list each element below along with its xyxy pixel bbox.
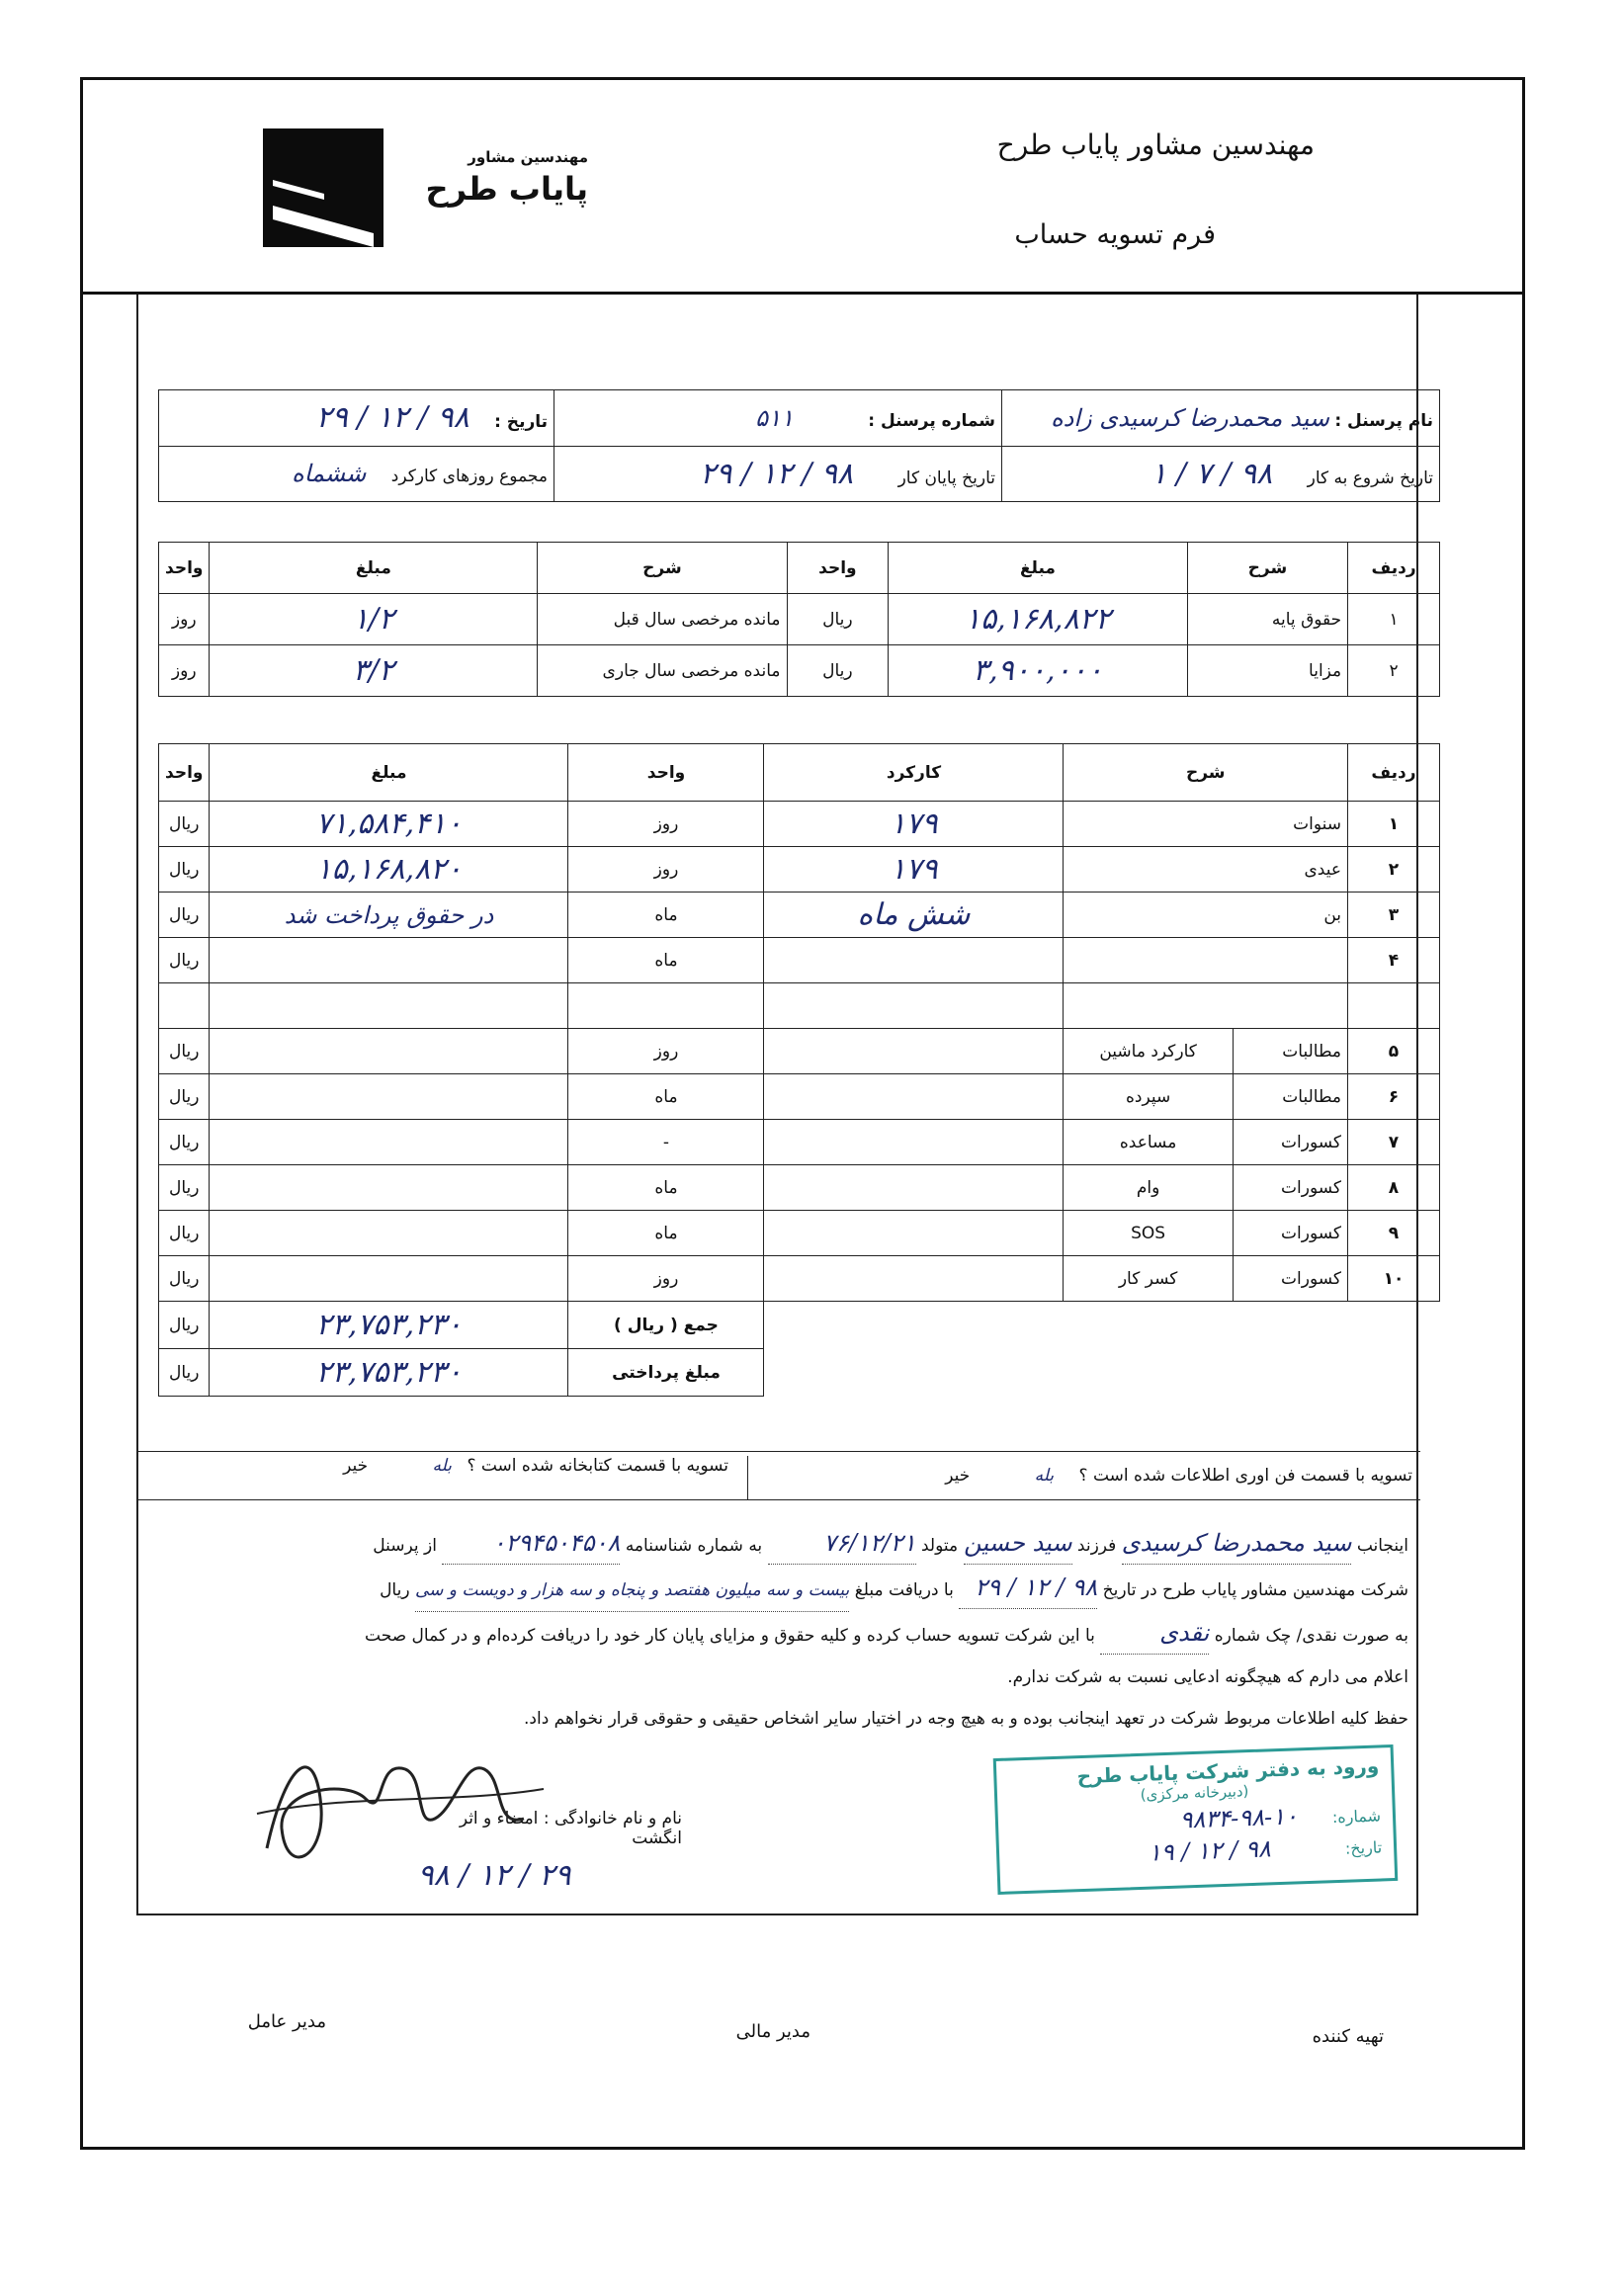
row-cur: ریال	[159, 1029, 210, 1074]
row-sub: سپرده	[1064, 1074, 1233, 1120]
row-work: ۱۷۹	[764, 802, 1064, 847]
table-row	[159, 1256, 1440, 1302]
row-unit2: روز	[159, 645, 210, 697]
it-yes: بله	[1034, 1466, 1055, 1486]
company-title: مهندسین مشاور پایاب طرح	[996, 128, 1315, 161]
settlement-table	[158, 743, 1440, 1397]
row-amount	[210, 1211, 568, 1256]
row-amount: ۷۱,۵۸۴,۴۱۰	[210, 802, 568, 847]
finance-manager-label: مدیر مالی	[735, 2021, 810, 2042]
decl-text: از پرسنل	[373, 1536, 437, 1556]
row-unit: ماه	[568, 1211, 764, 1256]
row-amount: ۱۵,۱۶۸,۸۲۰	[210, 847, 568, 893]
days-value: ششماه	[292, 460, 367, 488]
start-cell	[1002, 446, 1440, 502]
signature-date: ۹۸ / ۱۲ / ۲۹	[417, 1858, 571, 1893]
row-amount2: ۳/۲	[210, 645, 538, 697]
decl-name: سید محمدرضا کرسیدی	[1122, 1522, 1352, 1565]
row-work	[764, 1029, 1064, 1074]
row-idx: ۶	[1348, 1074, 1440, 1120]
row-desc	[1064, 983, 1348, 1029]
row-desc: بن	[1064, 893, 1348, 938]
decl-text: فرزند	[1076, 1536, 1117, 1556]
row-idx: ۴	[1348, 938, 1440, 983]
row-desc: کسورات	[1233, 1120, 1347, 1165]
ceo-label: مدیر عامل	[247, 2011, 326, 2032]
row-unit: ماه	[568, 938, 764, 983]
row-index: ۱	[1348, 594, 1440, 645]
row-desc: کسورات	[1233, 1165, 1347, 1211]
decl-check: نقدی	[1100, 1612, 1209, 1655]
col-work: کارکرد	[764, 744, 1064, 802]
row-work: شش ماه	[764, 893, 1064, 938]
col-cur: واحد	[159, 744, 210, 802]
clearance-row	[138, 1451, 1420, 1500]
days-cell	[159, 446, 554, 502]
row-amount	[210, 1256, 568, 1302]
row-desc2: مانده مرخصی سال جاری	[538, 645, 787, 697]
table-row	[159, 1074, 1440, 1120]
col-amount2: مبلغ	[210, 543, 538, 594]
row-unit: روز	[568, 1029, 764, 1074]
row-idx: ۷	[1348, 1120, 1440, 1165]
table-row	[159, 847, 1440, 893]
row-desc: مطالبات	[1233, 1029, 1347, 1074]
row-sub: وام	[1064, 1165, 1233, 1211]
col-row: ردیف	[1348, 744, 1440, 802]
table-row	[159, 938, 1440, 983]
logo-icon	[263, 128, 383, 247]
row-amount	[210, 938, 568, 983]
table-row	[159, 1029, 1440, 1074]
row-desc: سنوات	[1064, 802, 1348, 847]
row-unit: -	[568, 1120, 764, 1165]
declaration-line-3	[148, 1612, 1408, 1657]
row-unit	[568, 983, 764, 1029]
table-row	[159, 645, 1440, 697]
row-cur: ریال	[159, 1074, 210, 1120]
row-amount	[210, 1165, 568, 1211]
date-cell	[159, 390, 554, 447]
row-amount	[210, 1029, 568, 1074]
row-idx: ۸	[1348, 1165, 1440, 1211]
col-unit: واحد	[787, 543, 889, 594]
salary-table	[158, 542, 1440, 697]
row-cur: ریال	[159, 1120, 210, 1165]
row-work	[764, 1165, 1064, 1211]
row-unit: ریال	[787, 594, 889, 645]
row-amount2: ۱/۲	[210, 594, 538, 645]
table-row	[159, 1211, 1440, 1256]
preparer-label: تهیه کننده	[1312, 2026, 1384, 2047]
personnel-cell	[554, 390, 1002, 447]
row-sub: کسر کار	[1064, 1256, 1233, 1302]
signature-label: نام و نام خانوادگی : امضاء و اثر انگشت	[459, 1809, 682, 1848]
row-unit: روز	[568, 802, 764, 847]
decl-amount: بیست و سه میلیون هفتصد و پنجاه و سه هزار و دویست و سی	[415, 1570, 849, 1612]
paid-row	[159, 1349, 1440, 1397]
stamp-date-label: تاریخ:	[1344, 1837, 1383, 1858]
salary-table-header	[159, 543, 1440, 594]
info-table	[158, 389, 1440, 502]
row-amount: ۳,۹۰۰,۰۰۰	[889, 645, 1187, 697]
paid-value: ۲۳,۷۵۳,۲۳۰	[210, 1349, 568, 1397]
row-desc: کسورات	[1233, 1211, 1347, 1256]
sum-currency: ریال	[159, 1302, 210, 1349]
stamp-number-value: ۱۰-۹۸-۹۸۳۴	[1179, 1802, 1299, 1834]
row-amount: ۱۵,۱۶۸,۸۲۲	[889, 594, 1187, 645]
it-question: تسویه با قسمت فن اوری اطلاعات شده است ؟	[1078, 1466, 1412, 1486]
decl-text: اینجانب	[1356, 1536, 1408, 1556]
row-cur: ریال	[159, 1165, 210, 1211]
stamp-subtitle: (دبیرخانه مرکزی)	[1140, 1782, 1249, 1804]
days-label: مجموع روزهای کارکرد	[390, 467, 548, 487]
settlement-table-header	[159, 744, 1440, 802]
end-cell	[554, 446, 1002, 502]
personnel-label: شماره پرسنل :	[868, 410, 995, 431]
row-desc: مزایا	[1187, 645, 1348, 697]
col-amount: مبلغ	[210, 744, 568, 802]
row-desc: کسورات	[1233, 1256, 1347, 1302]
row-amount: در حقوق پرداخت شد	[210, 893, 568, 938]
col-row: ردیف	[1348, 543, 1440, 594]
declaration-line-5: حفظ کلیه اطلاعات مربوط شرکت در تعهد اینجانب بوده و به هیچ وجه در اختیار سایر اشخاص حقیقی و حقوقی قرار نخواهم داد.	[524, 1709, 1408, 1729]
row-idx: ۵	[1348, 1029, 1440, 1074]
row-work	[764, 1256, 1064, 1302]
row-cur: ریال	[159, 938, 210, 983]
sum-value: ۲۳,۷۵۳,۲۳۰	[210, 1302, 568, 1349]
row-cur: ریال	[159, 893, 210, 938]
col-amount: مبلغ	[889, 543, 1187, 594]
decl-id: ۰۲۹۴۵۰۴۵۰۸	[442, 1522, 620, 1565]
start-value: ۹۸ / ۷ / ۱	[1150, 456, 1273, 491]
table-row	[159, 893, 1440, 938]
row-cur: ریال	[159, 1211, 210, 1256]
table-row	[159, 1165, 1440, 1211]
end-value: ۹۸ / ۱۲ / ۲۹	[700, 456, 854, 491]
form-title: فرم تسویه حساب	[1014, 219, 1216, 250]
it-no: خیر	[945, 1466, 971, 1486]
row-desc: حقوق پایه	[1187, 594, 1348, 645]
stamp-title: ورود به دفتر شرکت پایاب طرح	[1076, 1753, 1380, 1789]
row-work	[764, 1074, 1064, 1120]
personnel-value: ۵۱۱	[755, 403, 794, 432]
date-value: ۹۸ / ۱۲ / ۲۹	[315, 400, 469, 436]
paid-currency: ریال	[159, 1349, 210, 1397]
logo-subtitle: مهندسین مشاور	[468, 148, 588, 166]
row-work	[764, 1211, 1064, 1256]
row-sub: SOS	[1064, 1211, 1233, 1256]
row-idx: ۱	[1348, 802, 1440, 847]
row-work: ۱۷۹	[764, 847, 1064, 893]
col-unit: واحد	[568, 744, 764, 802]
row-desc: مطالبات	[1233, 1074, 1347, 1120]
start-label: تاریخ شروع به کار	[1307, 468, 1433, 488]
col-desc: شرح	[1187, 543, 1348, 594]
decl-text: متولد	[920, 1536, 959, 1556]
decl-father: سید حسین	[964, 1522, 1072, 1565]
row-idx	[1348, 983, 1440, 1029]
registry-stamp	[993, 1744, 1399, 1895]
lib-clearance	[343, 1456, 728, 1476]
row-idx: ۳	[1348, 893, 1440, 938]
declaration-line-2	[148, 1567, 1408, 1612]
paid-label: مبلغ پرداختی	[568, 1349, 764, 1397]
name-label: نام پرسنل :	[1334, 410, 1433, 431]
decl-text: با این شرکت تسویه حساب کرده و کلیه حقوق و مزایای پایان کار خود را دریافت کرده‌ام و در کمال صحت	[365, 1626, 1095, 1646]
lib-no: خیر	[343, 1456, 369, 1476]
row-desc	[1064, 938, 1348, 983]
row-unit: ماه	[568, 1074, 764, 1120]
row-index: ۲	[1348, 645, 1440, 697]
row-sub: مساعده	[1064, 1120, 1233, 1165]
logo-name: پایاب طرح	[425, 170, 588, 208]
row-cur: ریال	[159, 847, 210, 893]
row-work	[764, 983, 1064, 1029]
col-unit2: واحد	[159, 543, 210, 594]
date-label: تاریخ :	[494, 412, 548, 433]
row-idx: ۱۰	[1348, 1256, 1440, 1302]
row-amount	[210, 1120, 568, 1165]
row-unit: ماه	[568, 1165, 764, 1211]
sum-label: جمع ( ریال )	[568, 1302, 764, 1349]
table-row	[159, 983, 1440, 1029]
decl-text: شرکت مهندسین مشاور پایاب طرح در تاریخ	[1102, 1580, 1408, 1600]
declaration-line-1	[148, 1522, 1408, 1567]
row-amount	[210, 983, 568, 1029]
table-row	[159, 1120, 1440, 1165]
row-idx: ۹	[1348, 1211, 1440, 1256]
decl-text: به صورت نقدی/ چک شماره	[1214, 1626, 1408, 1646]
table-row	[159, 802, 1440, 847]
col-desc2: شرح	[538, 543, 787, 594]
lib-yes: بله	[432, 1456, 453, 1476]
decl-date: ۹۸ / ۱۲ / ۲۹	[959, 1567, 1097, 1609]
row-unit: ماه	[568, 893, 764, 938]
row-unit: ریال	[787, 645, 889, 697]
row-desc2: مانده مرخصی سال قبل	[538, 594, 787, 645]
row-work	[764, 1120, 1064, 1165]
row-unit: روز	[568, 1256, 764, 1302]
declaration	[148, 1522, 1408, 1740]
name-cell	[1002, 390, 1440, 447]
sum-row	[159, 1302, 1440, 1349]
row-cur: ریال	[159, 802, 210, 847]
row-unit2: روز	[159, 594, 210, 645]
table-row	[159, 594, 1440, 645]
stamp-number-label: شماره:	[1331, 1806, 1382, 1828]
decl-text: با دریافت مبلغ	[854, 1580, 954, 1600]
decl-text: به شماره شناسنامه	[625, 1536, 763, 1556]
lib-question: تسویه با قسمت کتابخانه شده است ؟	[467, 1456, 728, 1476]
row-sub: کارکرد ماشین	[1064, 1029, 1233, 1074]
end-label: تاریخ پایان کار	[897, 468, 995, 488]
stamp-date-value: ۹۸ / ۱۲ / ۱۹	[1148, 1834, 1272, 1867]
row-cur	[159, 983, 210, 1029]
it-clearance	[945, 1466, 1412, 1486]
col-desc: شرح	[1064, 744, 1348, 802]
decl-birth: ۷۶/۱۲/۲۱	[768, 1522, 916, 1565]
logo-mark	[263, 128, 383, 247]
row-cur: ریال	[159, 1256, 210, 1302]
name-value: سید محمدرضا کرسیدی زاده	[1051, 403, 1329, 432]
row-desc: عیدی	[1064, 847, 1348, 893]
row-work	[764, 938, 1064, 983]
row-amount	[210, 1074, 568, 1120]
row-idx: ۲	[1348, 847, 1440, 893]
row-unit: روز	[568, 847, 764, 893]
declaration-line-4: اعلام می دارم که هیچگونه ادعایی نسبت به شرکت ندارم.	[1007, 1667, 1408, 1687]
decl-text: ریال	[380, 1580, 410, 1600]
